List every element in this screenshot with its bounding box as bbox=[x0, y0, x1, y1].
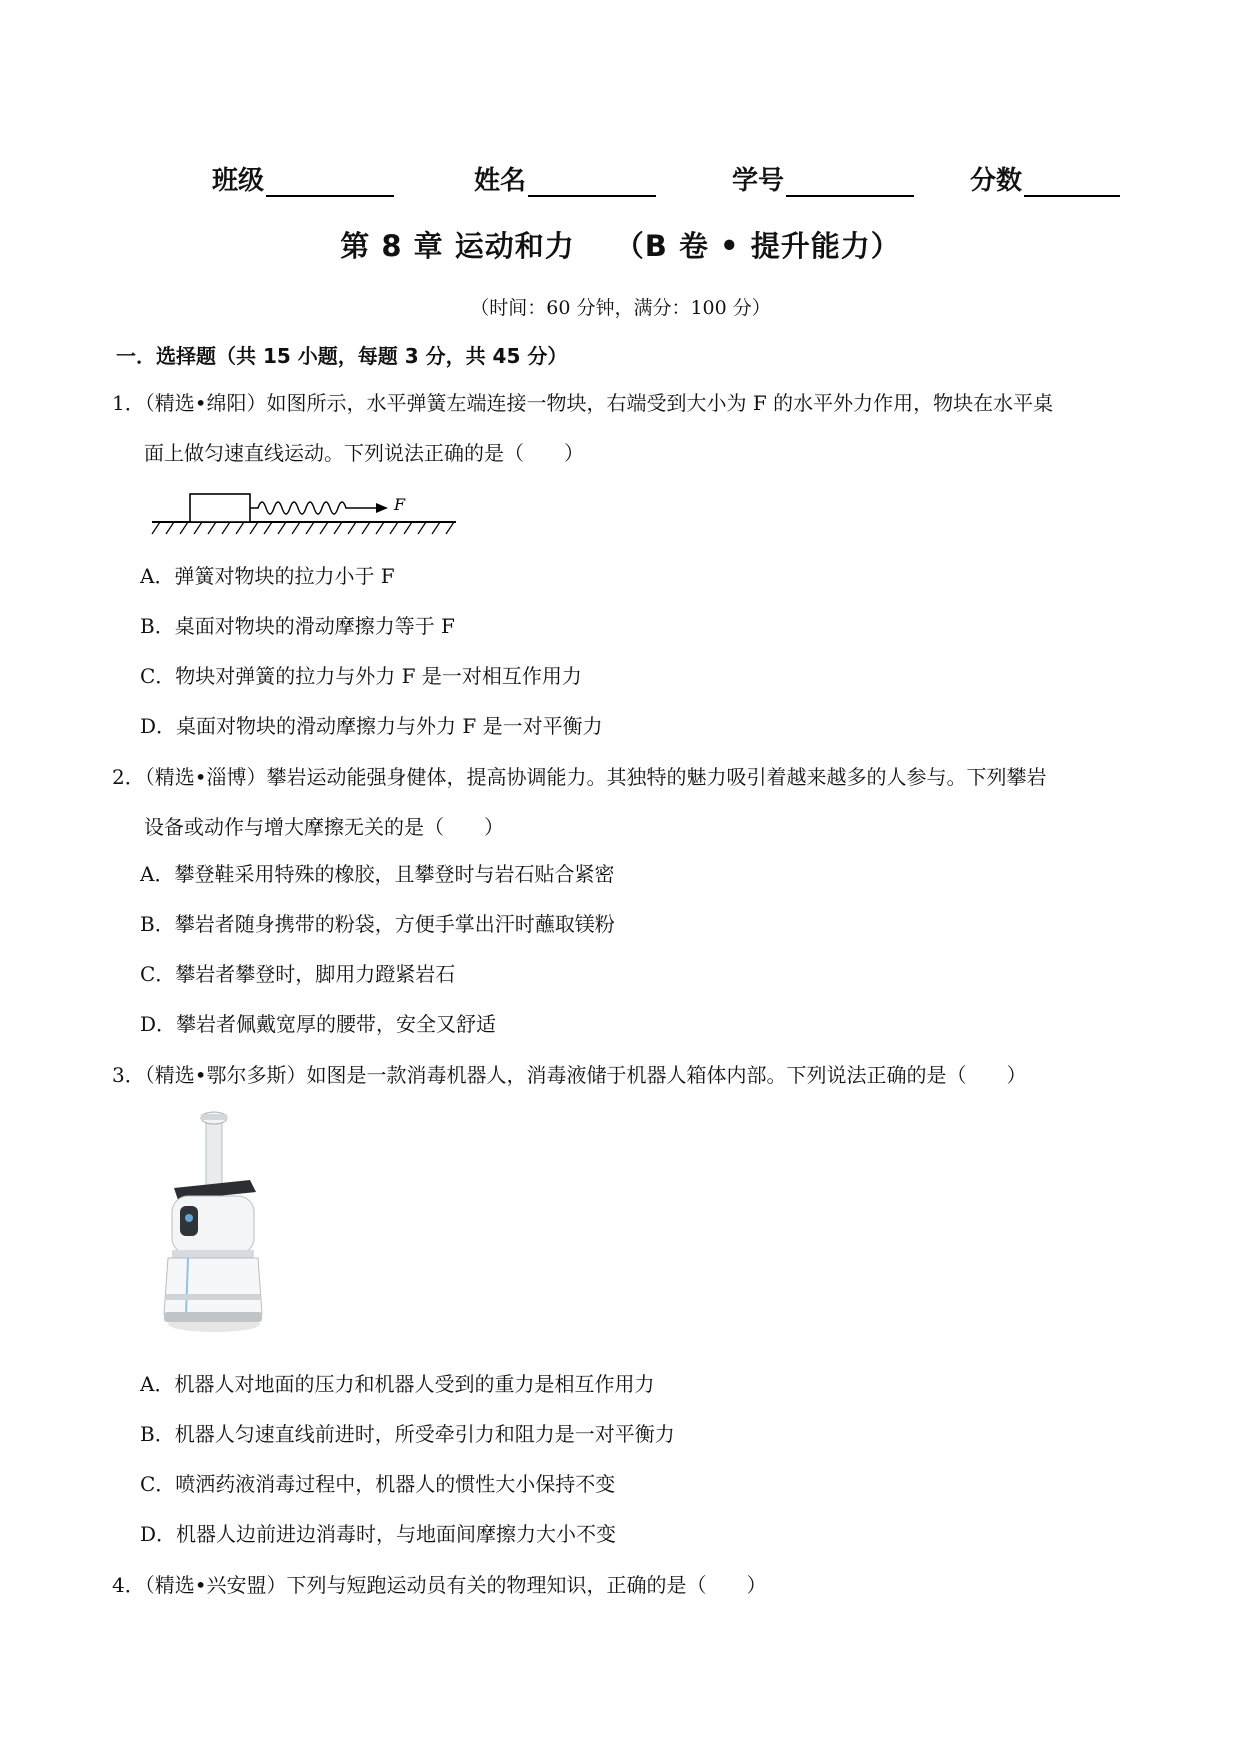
question-2 bbox=[112, 752, 1132, 852]
class-blank bbox=[266, 163, 394, 197]
question-4 bbox=[112, 1560, 1132, 1610]
question-2-stem-line1: 2．（精选•淄博）攀岩运动能强身健体，提高协调能力。其独特的魅力吸引着越来越多的人参与。下列攀岩 bbox=[112, 765, 1047, 789]
question-3-stem-line1: 3．（精选•鄂尔多斯）如图是一款消毒机器人，消毒液储于机器人箱体内部。下列说法正确的是（ ） bbox=[112, 1063, 1027, 1087]
score-blank bbox=[1024, 163, 1120, 197]
question-3-option-a: A．机器人对地面的压力和机器人受到的重力是相互作用力 bbox=[140, 1372, 655, 1396]
question-1-option-a: A．弹簧对物块的拉力小于 F bbox=[140, 564, 395, 588]
force-label: F bbox=[394, 495, 406, 514]
section-heading: 一．选择题（共 15 小题，每题 3 分，共 45 分） bbox=[116, 344, 568, 368]
question-1 bbox=[112, 378, 1132, 478]
question-3 bbox=[112, 1050, 1132, 1100]
score-label: 分数 bbox=[970, 166, 1023, 196]
spring-block-figure bbox=[150, 486, 460, 538]
score-field bbox=[970, 160, 1120, 197]
question-1-stem-line1: 1．（精选•绵阳）如图所示，水平弹簧左端连接一物块，右端受到大小为 F 的水平外力作用，物块在水平桌 bbox=[112, 391, 1054, 415]
student-id-field bbox=[732, 160, 914, 197]
question-2-option-d: D．攀岩者佩戴宽厚的腰带，安全又舒适 bbox=[140, 1012, 497, 1036]
exam-time-note: （时间：60 分钟，满分：100 分） bbox=[470, 297, 771, 319]
question-3-option-c: C．喷洒药液消毒过程中，机器人的惯性大小保持不变 bbox=[140, 1472, 616, 1496]
table-hatching bbox=[152, 522, 454, 534]
page-title bbox=[0, 224, 1241, 265]
student-id-label: 学号 bbox=[732, 166, 785, 196]
student-id-blank bbox=[786, 163, 914, 197]
question-1-option-d: D．桌面对物块的滑动摩擦力与外力 F 是一对平衡力 bbox=[140, 714, 603, 738]
question-1-stem-line2: 面上做匀速直线运动。下列说法正确的是（ ） bbox=[144, 441, 584, 465]
question-3-option-b: B．机器人匀速直线前进时，所受牵引力和阻力是一对平衡力 bbox=[140, 1422, 675, 1446]
title-sub: （B 卷 • 提升能力） bbox=[614, 229, 901, 263]
name-field bbox=[474, 160, 656, 197]
question-2-option-a: A．攀登鞋采用特殊的橡胶，且攀登时与岩石贴合紧密 bbox=[140, 862, 615, 886]
question-2-option-c: C．攀岩者攀登时，脚用力蹬紧岩石 bbox=[140, 962, 456, 986]
block bbox=[190, 494, 250, 522]
question-3-option-d: D．机器人边前进边消毒时，与地面间摩擦力大小不变 bbox=[140, 1522, 617, 1546]
class-label: 班级 bbox=[212, 166, 265, 196]
name-blank bbox=[528, 163, 656, 197]
disinfection-robot-image bbox=[158, 1108, 268, 1336]
question-4-stem-line1: 4．（精选•兴安盟）下列与短跑运动员有关的物理知识，正确的是（ ） bbox=[112, 1573, 767, 1597]
question-2-stem-line2: 设备或动作与增大摩擦无关的是（ ） bbox=[144, 815, 504, 839]
question-1-option-b: B．桌面对物块的滑动摩擦力等于 F bbox=[140, 614, 455, 638]
question-1-option-c: C．物块对弹簧的拉力与外力 F 是一对相互作用力 bbox=[140, 664, 582, 688]
title-main: 第 8 章 运动和力 bbox=[340, 229, 575, 263]
spring bbox=[250, 502, 348, 514]
student-info-fields bbox=[212, 160, 1132, 204]
name-label: 姓名 bbox=[474, 166, 527, 196]
force-arrow-head bbox=[376, 503, 388, 513]
question-2-option-b: B．攀岩者随身携带的粉袋，方便手掌出汗时蘸取镁粉 bbox=[140, 912, 615, 936]
class-field bbox=[212, 160, 394, 197]
